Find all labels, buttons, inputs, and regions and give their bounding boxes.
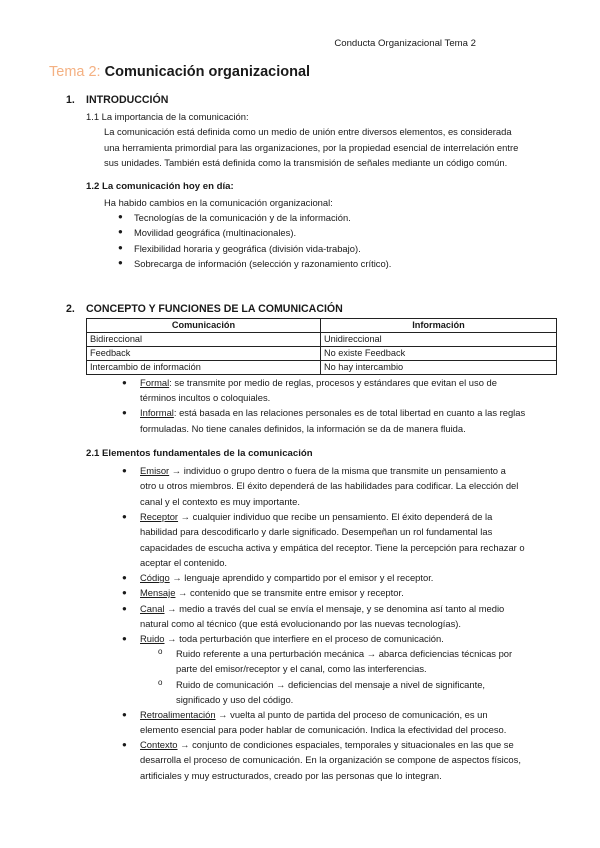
receptor-term: Receptor — [140, 511, 179, 522]
bullet-dot: ● — [122, 378, 127, 387]
ruido-text: → toda perturbación que interfiere en el proceso de comunicación. — [164, 633, 444, 644]
informal-line-1 — [140, 405, 525, 421]
table-cell: Unidireccional — [321, 333, 557, 347]
title-prefix: Tema 2: — [49, 64, 101, 80]
receptor-line-4: aceptar el contenido. — [140, 557, 228, 568]
para-1-1-line-3: sus unidades. También está definida como la transmisión de señales mediante un código común. — [104, 157, 508, 168]
list-item: Flexibilidad horaria y geográfica (división vida-trabajo). — [134, 243, 361, 254]
receptor-text: → cualquier individuo que recibe un pensamiento. El éxito dependerá de la — [178, 511, 493, 522]
emisor-line-1 — [140, 463, 506, 479]
ruido-line — [140, 631, 444, 647]
table-row — [87, 347, 557, 361]
canal-term: Canal — [140, 603, 165, 614]
bullet-dot: ● — [122, 740, 127, 749]
table-cell: Feedback — [87, 347, 321, 361]
subsection-1-1: 1.1 La importancia de la comunicación: — [86, 111, 249, 122]
formal-text: : se transmite por medio de reglas, procesos y estándares que evitan el uso de — [169, 377, 497, 388]
section-2-heading: CONCEPTO Y FUNCIONES DE LA COMUNICACIÓN — [86, 303, 343, 315]
bullet-dot: ● — [122, 512, 127, 521]
table-row — [87, 361, 557, 375]
sub-bullet-circle: o — [158, 678, 163, 687]
sub-bullet-circle: o — [158, 647, 163, 656]
canal-text: → medio a través del cual se envía el mensaje, y se denomina así tanto al medio — [164, 603, 505, 614]
retro-term: Retroalimentación — [140, 709, 216, 720]
ruido-sub2-line-1: Ruido de comunicación → deficiencias del mensaje a nivel de significante, — [176, 679, 486, 690]
receptor-line-1 — [140, 509, 492, 525]
ruido-sub1-line-1: Ruido referente a una perturbación mecánica → abarca deficiencias técnicas por — [176, 648, 513, 659]
retro-text: → vuelta al punto de partida del proceso de comunicación, es un — [215, 709, 488, 720]
bullet-dot: ● — [118, 227, 123, 236]
ruido-sub1-line-2: parte del emisor/receptor y el canal, como las interferencias. — [176, 663, 427, 674]
table-cell: Intercambio de información — [87, 361, 321, 375]
bullet-dot: ● — [122, 634, 127, 643]
retro-line-2: elemento esencial para poder hablar de comunicación. Indica la efectividad del proceso. — [140, 724, 507, 735]
table-cell: No existe Feedback — [321, 347, 557, 361]
table-header-cell: Comunicación — [87, 319, 321, 333]
para-1-2-intro: Ha habido cambios en la comunicación organizacional: — [104, 197, 333, 208]
canal-line-1 — [140, 601, 504, 617]
section-1-heading: INTRODUCCIÓN — [86, 94, 169, 106]
comparison-table — [86, 318, 557, 375]
canal-line-2: natural como al técnico (que está evolucionando por las nuevas tecnologías). — [140, 618, 462, 629]
emisor-text: → individuo o grupo dentro o fuera de la misma que transmite un pensamiento a — [169, 465, 506, 476]
title-text: Comunicación organizacional — [104, 64, 311, 80]
receptor-line-2: habilidad para descodificarlo y darle significado. Desempeñan un rol fundamental las — [140, 526, 493, 537]
contexto-text: → conjunto de condiciones espaciales, temporales y situacionales en las que se — [177, 739, 514, 750]
bullet-dot: ● — [122, 710, 127, 719]
para-1-1-line-1: La comunicación está definida como un medio de unión entre diversos elementos, es considerada — [104, 126, 512, 137]
contexto-line-3: artificiales y muy estructurados, creado por las personas que lo integran. — [140, 770, 442, 781]
emisor-line-3: canal y el contexto es muy importante. — [140, 496, 300, 507]
codigo-text: → lenguaje aprendido y compartido por el emisor y el receptor. — [169, 572, 434, 583]
informal-line-2: formuladas. No tiene canales definidos, la información se da de manera fluida. — [140, 423, 466, 434]
table-header-row — [87, 319, 557, 333]
bullet-dot: ● — [122, 408, 127, 417]
mensaje-term: Mensaje — [140, 587, 176, 598]
contexto-line-1 — [140, 737, 514, 753]
table-header-cell: Información — [321, 319, 557, 333]
section-1-number: 1. — [66, 94, 75, 106]
section-2-number: 2. — [66, 303, 75, 315]
formal-line-1 — [140, 375, 497, 391]
bullet-dot: ● — [122, 573, 127, 582]
page-title — [49, 64, 310, 80]
bullet-dot: ● — [118, 258, 123, 267]
ruido-term: Ruido — [140, 633, 165, 644]
table-row — [87, 333, 557, 347]
list-item: Tecnologías de la comunicación y de la información. — [134, 212, 351, 223]
codigo-term: Código — [140, 572, 170, 583]
para-1-1-line-2: una herramienta primordial para las organizaciones, por la propiedad esencial de interrelación entre — [104, 142, 519, 153]
mensaje-text: → contenido que se transmite entre emisor y receptor. — [175, 587, 404, 598]
table-cell: Bidireccional — [87, 333, 321, 347]
formal-line-2: términos incultos o coloquiales. — [140, 392, 271, 403]
contexto-term: Contexto — [140, 739, 178, 750]
codigo-line — [140, 570, 433, 586]
list-item: Movilidad geográfica (multinacionales). — [134, 227, 297, 238]
mensaje-line — [140, 585, 404, 601]
emisor-term: Emisor — [140, 465, 170, 476]
emisor-line-2: otro u otros miembros. El éxito dependerá de las habilidades para codificar. La elección del — [140, 480, 519, 491]
bullet-dot: ● — [118, 243, 123, 252]
retro-line-1 — [140, 707, 488, 723]
ruido-sub2-line-2: significado y uso del código. — [176, 694, 294, 705]
informal-term: Informal — [140, 407, 174, 418]
table-cell: No hay intercambio — [321, 361, 557, 375]
bullet-dot: ● — [118, 212, 123, 221]
receptor-line-3: capacidades de escucha activa y empática del receptor. Tiene la percepción para rechazar o — [140, 542, 525, 553]
informal-text: : está basada en las relaciones personales es de total libertad en cuanto a las reglas — [173, 407, 526, 418]
bullet-dot: ● — [122, 604, 127, 613]
running-header: Conducta Organizacional Tema 2 — [334, 38, 476, 49]
contexto-line-2: desarrolla el proceso de comunicación. En la organización se compone de aspectos físicos, — [140, 754, 521, 765]
subsection-2-1: 2.1 Elementos fundamentales de la comunicación — [86, 448, 313, 459]
formal-term: Formal — [140, 377, 170, 388]
bullet-dot: ● — [122, 466, 127, 475]
list-item: Sobrecarga de información (selección y razonamiento crítico). — [134, 258, 392, 269]
subsection-1-2: 1.2 La comunicación hoy en día: — [86, 181, 234, 192]
bullet-dot: ● — [122, 588, 127, 597]
